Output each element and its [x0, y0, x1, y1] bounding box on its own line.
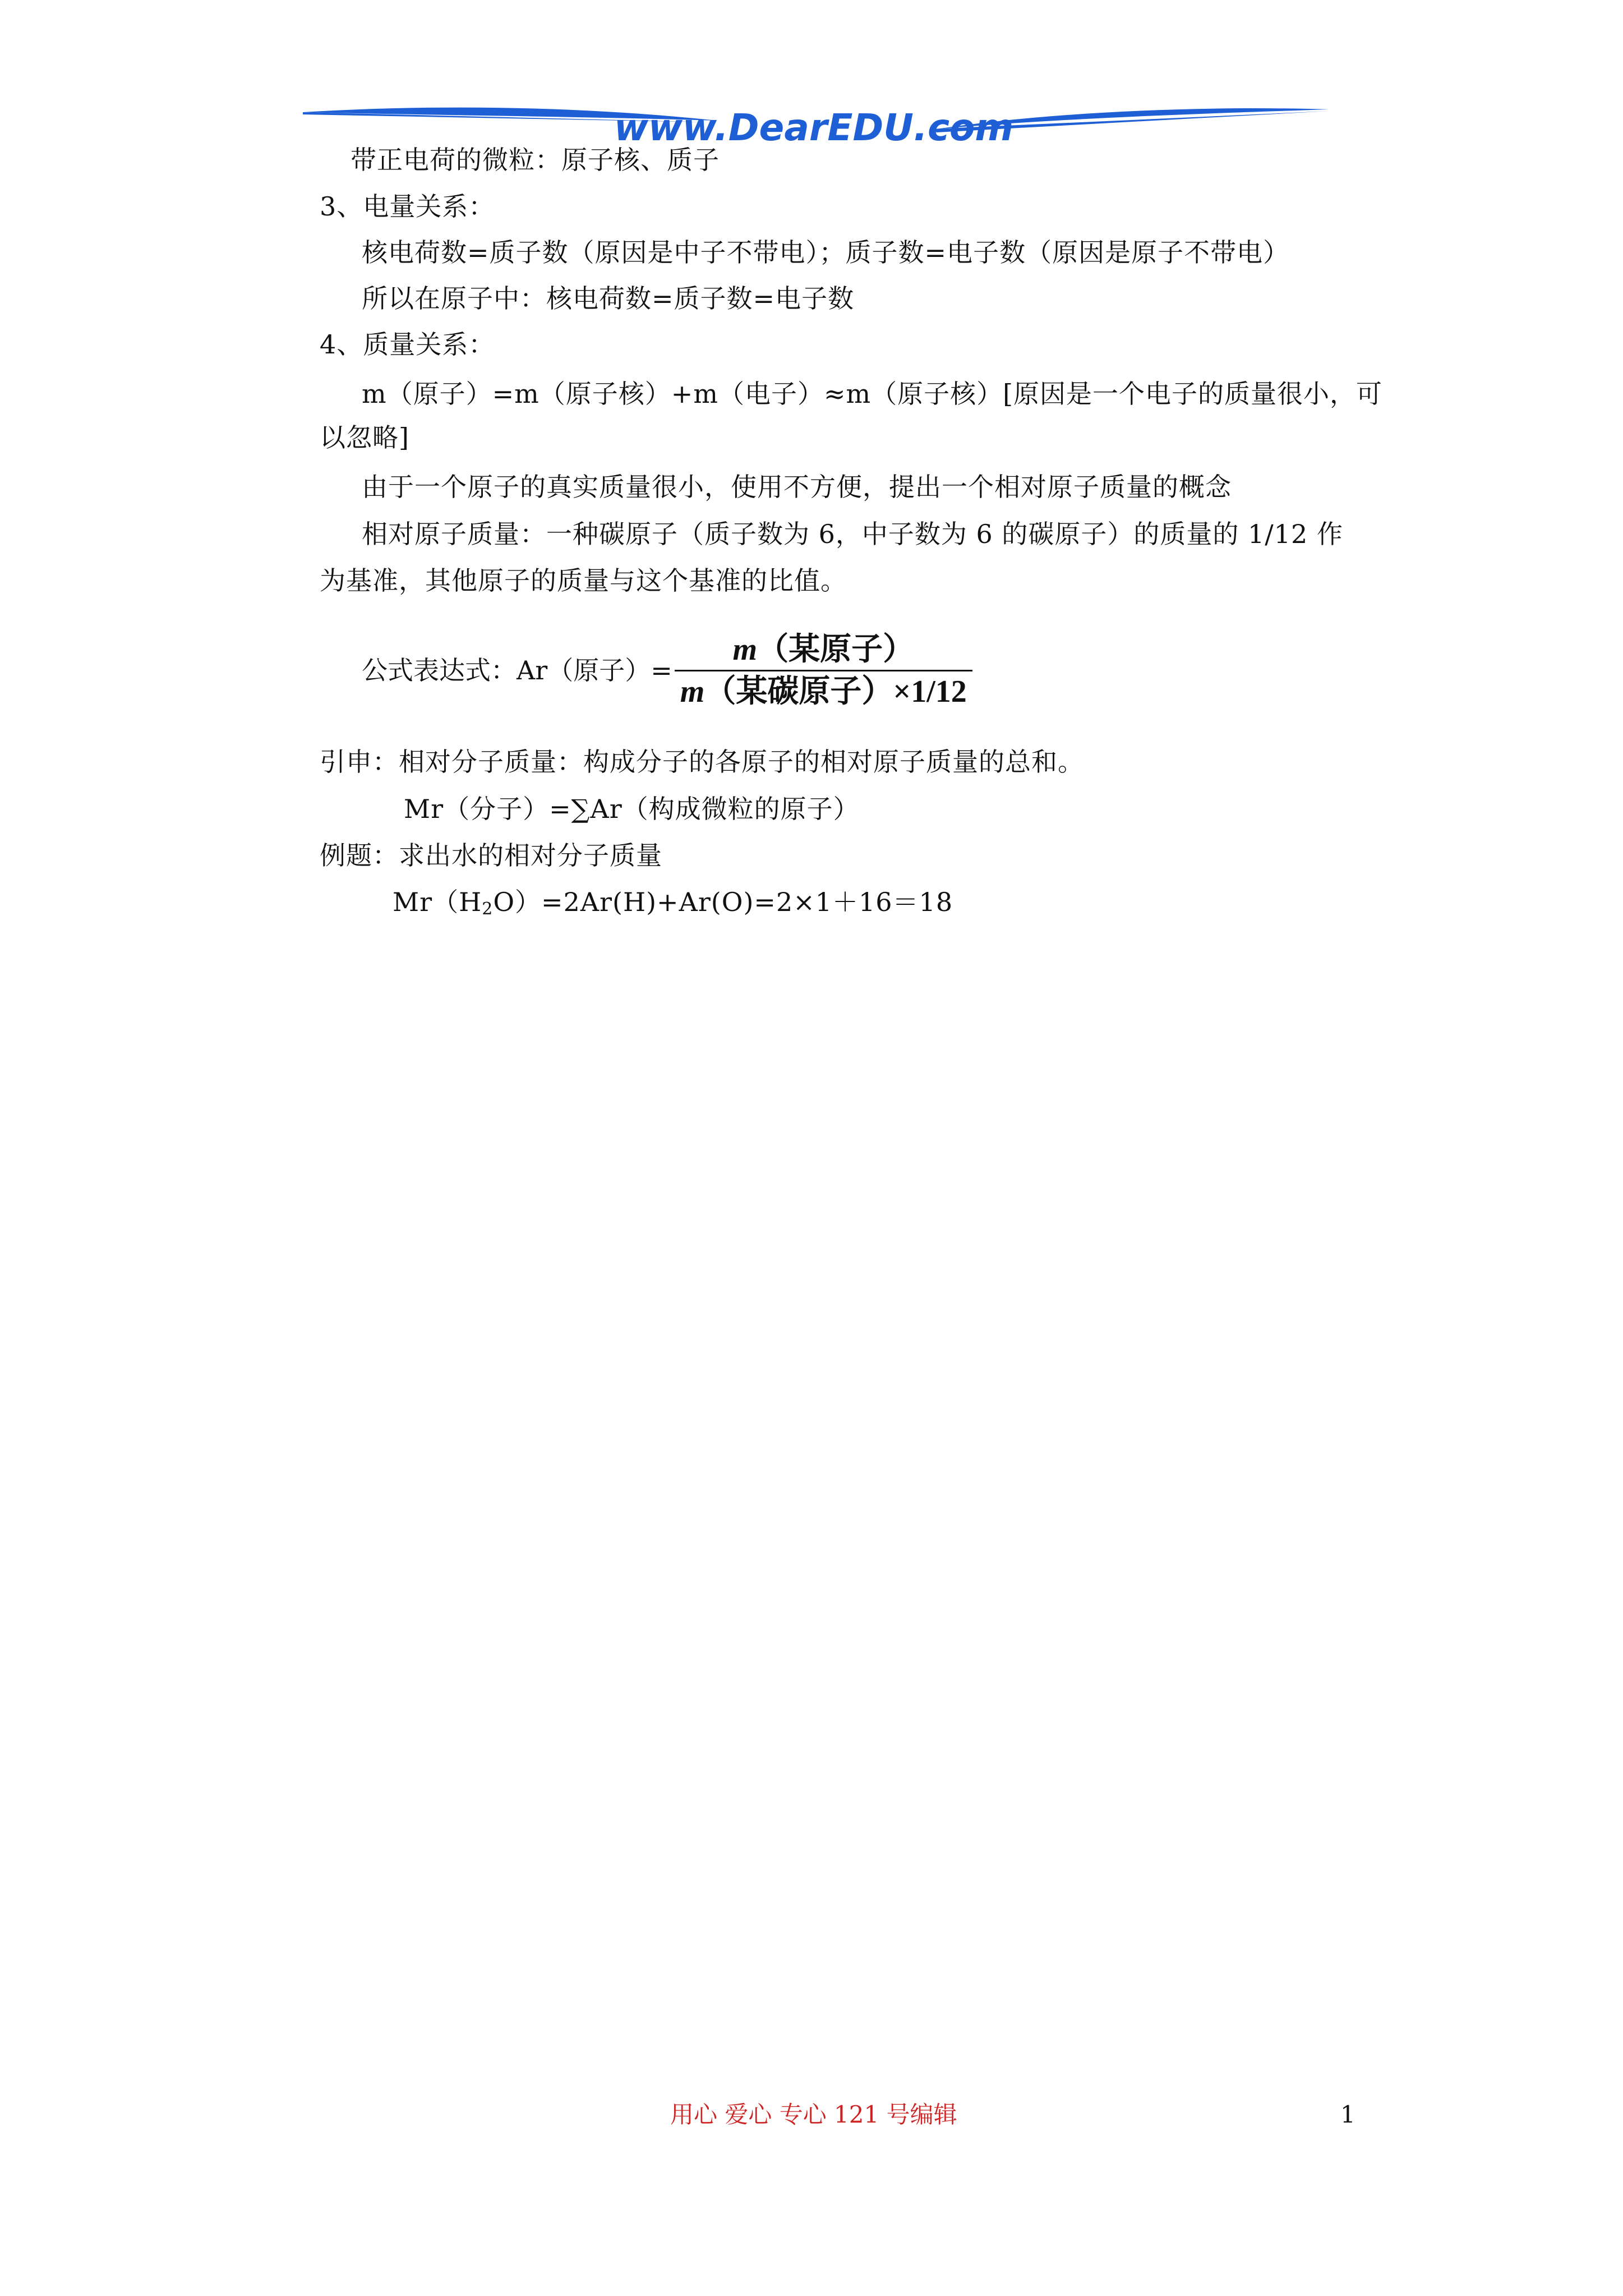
footer-note: 用心 爱心 专心 121 号编辑 [670, 2101, 957, 2128]
numerator-variable: m [732, 632, 758, 667]
logo-text: www.DearEDU.com [614, 106, 1014, 149]
charge-heading: 3、电量关系： [320, 191, 495, 222]
mass-relation-line-1: m（原子）=m（原子核）+m（电子）≈m（原子核）[原因是一个电子的质量很小，可 [362, 379, 1383, 409]
concept-intro: 由于一个原子的真实质量很小，使用不方便，提出一个相对原子质量的概念 [362, 472, 1232, 502]
numerator-text: （某原子） [757, 632, 915, 667]
example-prefix: Mr（H [393, 887, 482, 917]
mass-relation-line-2: 以忽略] [320, 422, 409, 453]
definition-line-2: 为基准，其他原子的质量与这个基准的比值。 [320, 565, 847, 596]
denominator-variable: m [680, 674, 705, 709]
charge-conclusion: 所以在原子中：核电荷数=质子数=电子数 [362, 283, 855, 314]
extension-line-2: Mr（分子）=∑Ar（构成微粒的原子） [404, 794, 860, 824]
example-solution [393, 885, 953, 926]
example-suffix: O）=2Ar(H)+Ar(O)=2×1＋16＝18 [493, 887, 953, 917]
formula-numerator [727, 629, 920, 670]
formula-denominator [675, 671, 972, 712]
charge-relation: 核电荷数=质子数（原因是中子不带电）；质子数=电子数（原因是原子不带电） [362, 237, 1290, 268]
formula-fraction [675, 629, 972, 712]
denominator-text: （某碳原子）×1/12 [704, 674, 967, 709]
relative-atomic-mass-formula [362, 623, 972, 718]
example-title: 例题：求出水的相对分子质量 [320, 840, 662, 871]
mass-heading: 4、质量关系： [320, 329, 495, 360]
formula-label: 公式表达式：Ar（原子）= [362, 655, 672, 685]
example-subscript: 2 [482, 899, 494, 919]
page-number: 1 [1340, 2101, 1355, 2128]
line-positive-particles: 带正电荷的微粒：原子核、质子 [351, 145, 720, 175]
definition-line-1: 相对原子质量：一种碳原子（质子数为 6，中子数为 6 的碳原子）的质量的 1/12 作 [362, 519, 1343, 549]
extension-line-1: 引申：相对分子质量：构成分子的各原子的相对原子质量的总和。 [320, 747, 1084, 777]
